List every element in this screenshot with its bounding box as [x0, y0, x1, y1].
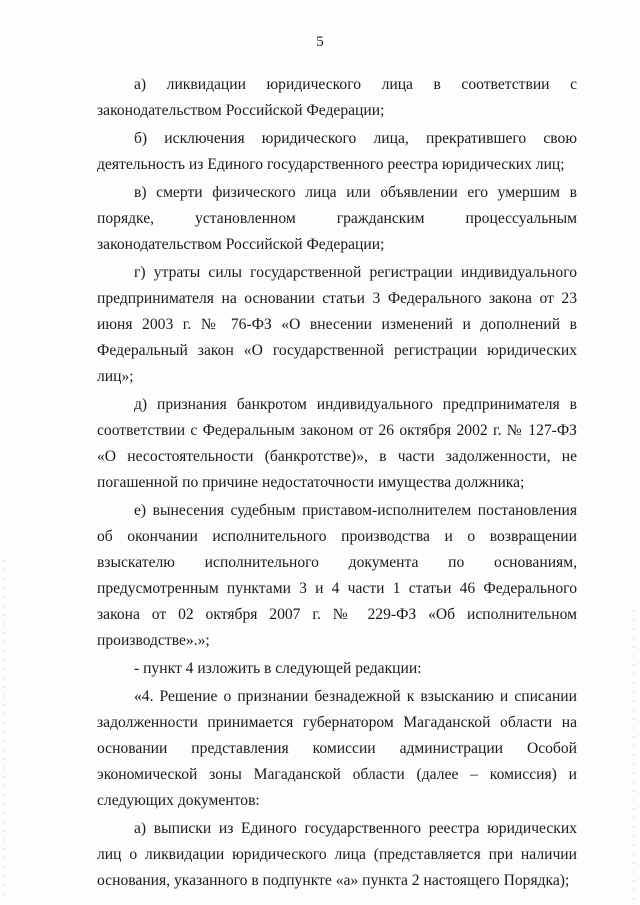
page-number: 5: [316, 34, 324, 50]
paragraph-g-registration-loss: г) утраты силы государственной регистрации индивидуального предпринимателя на основании статьи 3 Федерального закона от 23 июня 2003 г. № 76-ФЗ «О внесении изменений и дополнений в Федеральный закон «О государственной регистрации юридических лиц»;: [97, 264, 577, 385]
scan-edge-right: [633, 610, 634, 900]
paragraph-point-4: «4. Решение о признании безнадежной к взысканию и списании задолженности принимается губернатором Магаданской области на основании представления комиссии администрации Особой экономической зоны Магаданской области (далее – комиссия) и следующих документов:: [97, 688, 577, 809]
paragraph-point-4-a: а) выписки из Единого государственного реестра юридических лиц о ликвидации юридического лица (представляется при наличии основания, указанного в подпункте «а» пункта 2 настоящего Порядка);: [97, 820, 577, 889]
paragraph-a-liquidation: а) ликвидации юридического лица в соответствии с законодательством Российской Федерации;: [97, 76, 577, 119]
paragraph-e-bailiff: е) вынесения судебным приставом-исполнителем постановления об окончании исполнительного производства и о возвращении взыскателю исполнительного документа по основаниям, предусмотренным пунктами 3 и 4 части 1 статьи 46 Федерального закона от 02 октября 2007 г. № 229-ФЗ «Об исполнительном производстве».»;: [97, 502, 577, 649]
paragraph-v-death: в) смерти физического лица или объявлении его умершим в порядке, установленном гражданским процессуальным законодательством Российской Федерации;: [97, 184, 577, 253]
paragraph-d-bankruptcy: д) признания банкротом индивидуального предпринимателя в соответствии с Федеральным законом от 26 октября 2002 г. № 127-ФЗ «О несостоятельности (банкротстве)», в части задолженности, не погашенной по причине недостаточности имущества должника;: [97, 396, 577, 491]
paragraph-b-exclusion: б) исключения юридического лица, прекратившего свою деятельность из Единого государственного реестра юридических лиц;: [97, 130, 577, 173]
paragraph-amendment-intro: - пункт 4 изложить в следующей редакции:: [134, 660, 422, 677]
document-body: [97, 72, 577, 894]
scan-edge-left: [4, 560, 5, 900]
